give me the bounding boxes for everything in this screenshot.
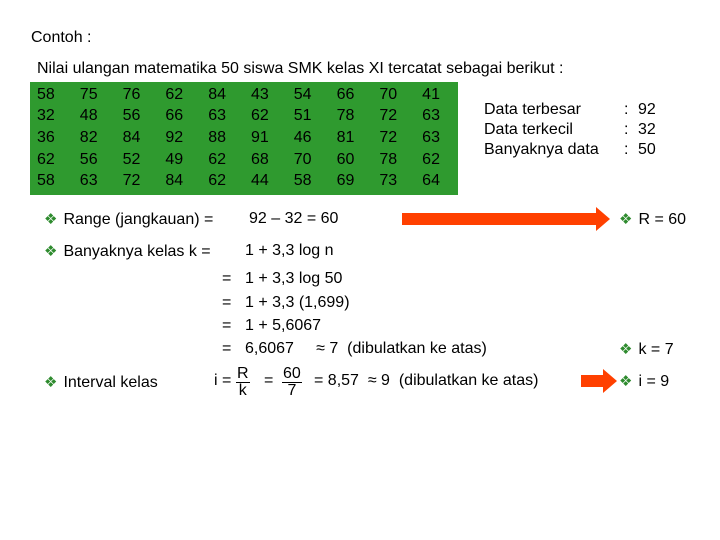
example-heading: Contoh :	[31, 29, 92, 46]
range-arrow-icon	[402, 213, 596, 225]
interval-arrow-icon	[581, 375, 603, 387]
table-cell: 84	[208, 85, 226, 103]
interval-eq-2: =	[264, 372, 274, 389]
table-row	[30, 127, 458, 149]
classes-line: ❖ Banyaknya kelas k =	[44, 243, 211, 260]
interval-fraction-60-7: $\frac{60}{7}$	[283, 365, 301, 399]
summary-count: Banyaknya data : 50	[484, 141, 656, 158]
table-cell: 81	[336, 128, 355, 146]
table-cell: 58	[293, 172, 312, 190]
table-cell: 78	[336, 107, 355, 125]
table-cell: 63	[422, 107, 440, 125]
classes-eq-3: =	[222, 294, 232, 311]
table-cell: 78	[379, 150, 398, 168]
table-cell: 62	[165, 85, 184, 103]
table-cell: 62	[422, 150, 440, 168]
table-cell: 70	[379, 85, 398, 103]
table-cell: 75	[79, 85, 98, 103]
table-cell: 46	[293, 128, 312, 146]
table-cell: 72	[122, 172, 141, 190]
summary-block	[484, 100, 656, 160]
table-cell: 73	[379, 172, 398, 190]
classes-eq-2: =	[222, 270, 232, 287]
table-cell: 72	[379, 107, 398, 125]
table-cell: 56	[79, 150, 98, 168]
table-cell: 63	[79, 172, 98, 190]
table-row	[30, 84, 458, 106]
classes-step-4: 1 + 5,6067	[245, 317, 322, 334]
table-cell: 76	[122, 85, 141, 103]
table-cell: 43	[250, 85, 269, 103]
table-cell: 58	[37, 172, 55, 190]
table-cell: 51	[293, 107, 312, 125]
diamond-bullet-icon: ❖	[619, 211, 633, 228]
table-cell: 68	[250, 150, 269, 168]
range-line: ❖ Range (jangkauan) =	[44, 211, 214, 228]
classes-step-5: 6,6067 ≈ 7 (dibulatkan ke atas)	[245, 340, 487, 357]
table-row	[30, 106, 458, 128]
diamond-bullet-icon: ❖	[44, 374, 58, 391]
table-cell: 62	[37, 150, 55, 168]
summary-max: Data terbesar : 92	[484, 101, 656, 118]
table-cell: 58	[37, 85, 55, 103]
table-cell: 49	[165, 150, 184, 168]
table-cell: 56	[122, 107, 141, 125]
table-cell: 84	[165, 172, 184, 190]
table-cell: 44	[250, 172, 269, 190]
table-cell: 62	[208, 172, 226, 190]
table-cell: 63	[208, 107, 226, 125]
interval-i-equals: i =	[214, 372, 232, 389]
table-cell: 84	[122, 128, 141, 146]
classes-result: ❖ k = 7	[619, 341, 674, 358]
diamond-bullet-icon: ❖	[619, 373, 633, 390]
table-cell: 69	[336, 172, 355, 190]
table-row	[30, 149, 458, 171]
intro-text: Nilai ulangan matematika 50 siswa SMK kelas XI tercatat sebagai berikut :	[37, 60, 564, 77]
interval-fraction-rk: $\frac{R}{k}$	[237, 365, 249, 399]
table-cell: 91	[250, 128, 269, 146]
range-result: ❖ R = 60	[619, 211, 687, 228]
table-cell: 70	[293, 150, 312, 168]
table-cell: 62	[250, 107, 269, 125]
table-cell: 64	[422, 172, 440, 190]
diamond-bullet-icon: ❖	[44, 243, 58, 260]
diamond-bullet-icon: ❖	[44, 211, 58, 228]
table-cell: 66	[336, 85, 355, 103]
classes-step-3: 1 + 3,3 (1,699)	[245, 294, 350, 311]
table-cell: 92	[165, 128, 184, 146]
table-cell: 88	[208, 128, 226, 146]
table-cell: 62	[208, 150, 226, 168]
table-cell: 82	[79, 128, 98, 146]
table-cell: 36	[37, 128, 55, 146]
classes-step-1: 1 + 3,3 log n	[245, 242, 334, 259]
table-cell: 52	[122, 150, 141, 168]
summary-min: Data terkecil : 32	[484, 121, 656, 138]
table-cell: 54	[293, 85, 312, 103]
table-cell: 72	[379, 128, 398, 146]
table-cell: 63	[422, 128, 440, 146]
table-row	[30, 170, 458, 192]
data-table	[30, 84, 458, 192]
table-cell: 48	[79, 107, 98, 125]
classes-eq-5: =	[222, 340, 232, 357]
interval-result: ❖ i = 9	[619, 373, 670, 390]
table-cell: 41	[422, 85, 440, 103]
table-cell: 60	[336, 150, 355, 168]
table-cell: 32	[37, 107, 55, 125]
classes-step-2: 1 + 3,3 log 50	[245, 270, 343, 287]
classes-eq-4: =	[222, 317, 232, 334]
interval-line: ❖ Interval kelas	[44, 374, 158, 391]
table-cell: 66	[165, 107, 184, 125]
diamond-bullet-icon: ❖	[619, 341, 633, 358]
interval-rest: = 8,57 ≈ 9 (dibulatkan ke atas)	[314, 372, 539, 389]
range-formula: 92 – 32 = 60	[249, 210, 339, 227]
